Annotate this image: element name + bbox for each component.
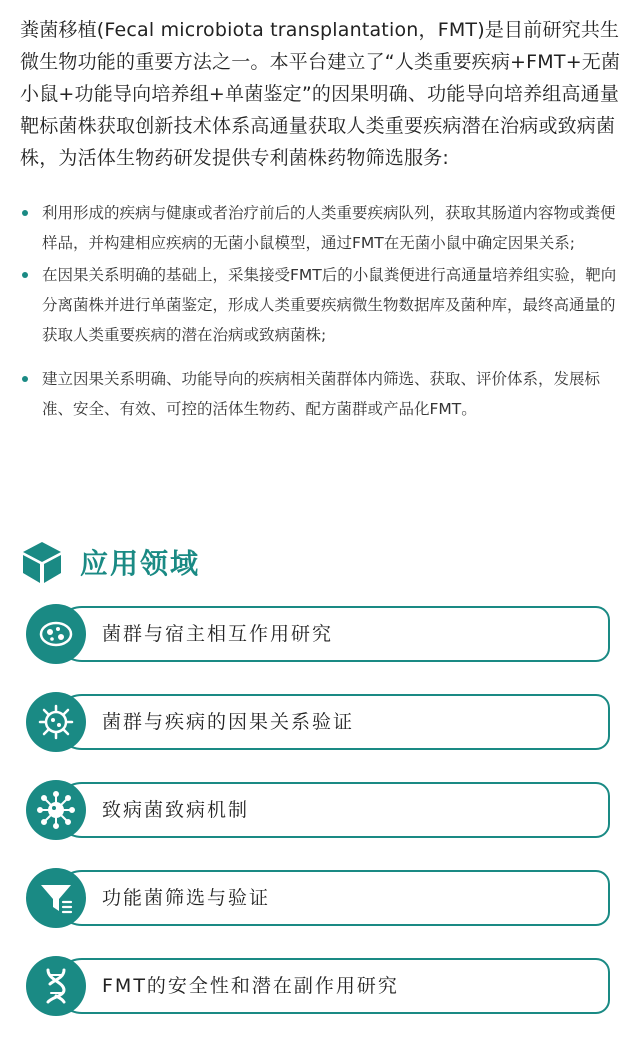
card-fmt-safety[interactable] [26,956,610,1016]
cube-icon [20,540,64,584]
card-icon-circle [26,868,86,928]
dna-icon [36,966,76,1006]
card-causality[interactable] [26,692,610,752]
card-functional-screening[interactable] [26,868,610,928]
section-header [20,540,200,584]
intro-paragraph: 粪菌移植(Fecal microbiota transplantation，FMT)是目前研究共生微生物功能的重要方法之一。本平台建立了“人类重要疾病+FMT+无菌小鼠+功能导向培养组+单菌鉴定”的因果明确、功能导向培养组高通量靶标菌株获取创新技术体系高通量获取人类重要疾病潜在治病或致病菌株，为活体生物药研发提供专利菌株药物筛选服务: [20,19,621,169]
card-label: 致病菌致病机制 [102,799,250,821]
bullet-dot [22,210,28,216]
bullet-dot [22,376,28,382]
bullet-item [20,364,624,424]
bullet-text: 建立因果关系明确、功能导向的疾病相关菌群体内筛选、获取、评价体系，发展标准、安全、有效、可控的活体生物药、配方菌群或产品化FMT。 [42,370,601,418]
bullet-item [20,260,624,350]
card-icon-circle [26,780,86,840]
card-label: 功能菌筛选与验证 [102,887,271,909]
bullet-text: 利用形成的疾病与健康或者治疗前后的人类重要疾病队列，获取其肠道内容物或粪便样品，并构建相应疾病的无菌小鼠模型，通过FMT在无菌小鼠中确定因果关系; [42,204,616,252]
funnel-icon [36,878,76,918]
card-icon-circle [26,604,86,664]
card-host-interaction[interactable] [26,604,610,664]
card-label: 菌群与宿主相互作用研究 [102,623,334,645]
cell-icon [36,614,76,654]
bullet-text: 在因果关系明确的基础上，采集接受FMT后的小鼠粪便进行高通量培养组实验，靶向分离菌株并进行单菌鉴定，形成人类重要疾病微生物数据库及菌种库，最终高通量的获取人类重要疾病的潜在治病或致病菌株; [42,266,617,344]
card-icon-circle [26,956,86,1016]
bacteria-icon [36,790,76,830]
card-label: FMT的安全性和潜在副作用研究 [102,975,399,997]
card-pathogenesis[interactable] [26,780,610,840]
bullet-dot [22,272,28,278]
card-label: 菌群与疾病的因果关系验证 [102,711,355,733]
card-icon-circle [26,692,86,752]
section-title: 应用领域 [80,547,201,580]
virus-icon [36,702,76,742]
bullet-list [20,198,624,424]
bullet-item [20,198,624,258]
